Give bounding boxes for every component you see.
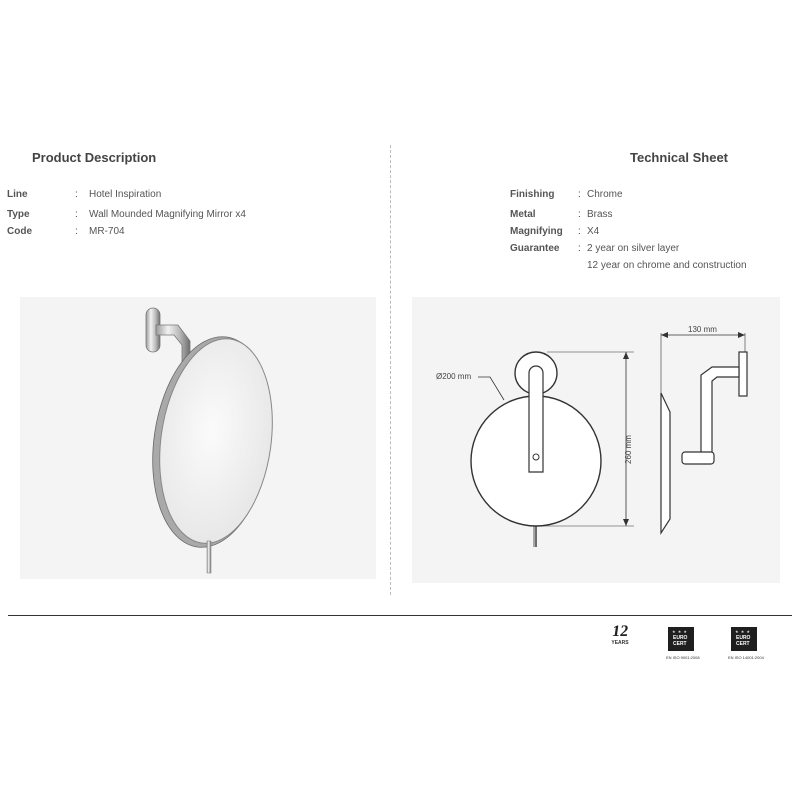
tech-label: Finishing (510, 189, 555, 200)
technical-sheet-title: Technical Sheet (630, 150, 729, 165)
spec-value: Hotel Inspiration (89, 189, 162, 200)
footer-divider (8, 615, 792, 616)
spec-value: Wall Mounded Magnifying Mirror x4 (89, 209, 246, 220)
spec-row-type (7, 209, 387, 223)
cert-top-text: EURO (673, 635, 688, 641)
cert-code-9001: EN ISO 9001:2008 (666, 655, 700, 660)
spec-colon: : (75, 189, 78, 200)
cert-badge-9001 (668, 627, 694, 651)
tech-value: X4 (587, 226, 600, 237)
cert-star-ring-icon: ★ ★ ★ (735, 629, 751, 634)
tech-row-metal (510, 209, 790, 223)
tech-value: Brass (587, 209, 613, 220)
tech-row-magnifying (510, 226, 790, 240)
spec-label: Line (7, 189, 28, 200)
technical-drawing (412, 297, 780, 583)
depth-label: 130 mm (688, 325, 717, 334)
product-photo-panel (20, 297, 376, 579)
spec-row-code (7, 226, 387, 240)
tech-colon: : (578, 189, 581, 200)
spec-colon: : (75, 209, 78, 220)
tech-guarantee-line2: 12 year on chrome and construction (587, 260, 747, 271)
cert-mid-text: CERT (736, 641, 750, 647)
spec-value: MR-704 (89, 226, 125, 237)
cert-code-14001: EN ISO 14001:2004 (728, 655, 764, 660)
diameter-label: Ø200 mm (436, 372, 472, 381)
tech-colon: : (578, 226, 581, 237)
column-divider (390, 145, 391, 595)
spec-label: Type (7, 209, 30, 220)
cert-mid-text: CERT (673, 641, 687, 647)
product-description-title: Product Description (32, 150, 157, 165)
tech-label: Guarantee (510, 243, 560, 254)
years-text: YEARS (611, 640, 629, 646)
spec-row-line (7, 189, 387, 203)
spec-label: Code (7, 226, 32, 237)
tech-value: 2 year on silver layer (587, 243, 680, 254)
tech-label: Magnifying (510, 226, 563, 237)
cert-star-ring-icon: ★ ★ ★ (672, 629, 688, 634)
height-label: 260 mm (623, 435, 633, 464)
tech-row-finishing (510, 189, 790, 203)
cert-badge-14001 (731, 627, 757, 651)
technical-drawing-panel (412, 297, 780, 583)
mirror-photo (20, 297, 376, 579)
years-badge (603, 624, 637, 654)
tech-label: Metal (510, 209, 536, 220)
tech-row-guarantee (510, 243, 790, 257)
cert-top-text: EURO (736, 635, 751, 641)
tech-value: Chrome (587, 189, 623, 200)
tech-colon: : (578, 209, 581, 220)
spec-colon: : (75, 226, 78, 237)
tech-colon: : (578, 243, 581, 254)
years-number: 12 (610, 623, 630, 640)
